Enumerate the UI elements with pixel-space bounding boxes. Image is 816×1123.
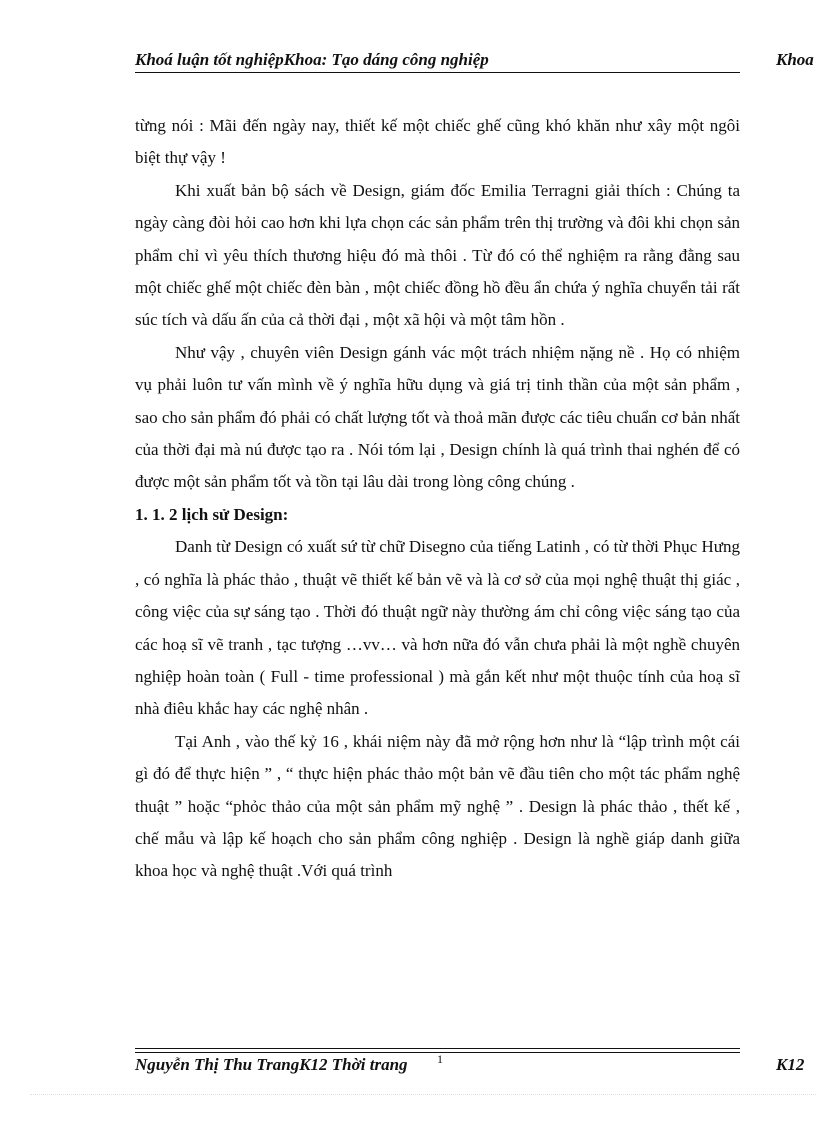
header-divider xyxy=(135,72,740,73)
page-bottom-dotted-line xyxy=(30,1094,816,1095)
paragraph-1: từng nói : Mãi đến ngày nay, thiết kế một chiếc ghế cũng khó khăn như xây một ngôi biệt thự vậy ! xyxy=(135,116,740,168)
paragraph-4: Danh từ Design có xuất sứ từ chữ Disegno của tiếng Latinh , có từ thời Phục Hưng , có nghĩa là phác thảo , thuật vẽ thiết kế bản vẽ và là cơ sở của mọi nghệ thuật thị giác , công việc của sự sáng tạo . Thời đó thuật ngữ này thường ám chỉ công việc sáng tạo của các hoạ sĩ vẽ tranh , tạc tượng …vv… và hơn nữa đó vẫn chưa phải là một nghề chuyên nghiệp hoàn toàn ( Full - time professional ) mà gắn kết như một thuộc tính của hoạ sĩ nhà điêu khắc hay các nghệ nhân . xyxy=(135,537,740,719)
page-number: 1 xyxy=(437,1052,443,1066)
paragraph-2: Khi xuất bản bộ sách về Design, giám đốc Emilia Terragni giải thích : Chúng ta ngày càng đòi hỏi cao hơn khi lựa chọn các sản phẩm trên thị trường và đôi khi chọn sản phẩm chỉ vì yêu thích thương hiệu đó mà thôi . Từ đó có thể nghiệm ra rằng đằng sau một chiếc ghế một chiếc đèn bàn , một chiếc đồng hồ đều ẩn chứa ý nghĩa chuyển tải rất súc tích và dấu ấn của cả thời đại , một xã hội và một tâm hồn . xyxy=(135,180,740,330)
paragraph-5: Tại Anh , vào thế kỷ 16 , khái niệm này đã mở rộng hơn như là “lập trình một cái gì đó để thực hiện ” , “ thực hiện phác thảo một bản vẽ đầu tiên cho một tác phẩm nghệ thuật ” hoặc “phỏc thảo của một sản phẩm mỹ nghệ ” . Design là phác thảo , thết kế , chế mẫu và lập kế hoạch cho sản phẩm công nghiệp . Design là nghề giáp danh giữa khoa học và nghệ thuật .Với quá trình xyxy=(135,731,740,881)
page-header-right: Khoa xyxy=(776,50,814,69)
footer-divider-top xyxy=(135,1048,740,1049)
paragraph-3: Như vậy , chuyên viên Design gánh vác một trách nhiệm nặng nề . Họ có nhiệm vụ phải luôn tư vấn mình về ý nghĩa hữu dụng và giá trị tinh thần của một sản phẩm , sao cho sản phẩm đó phải có chất lượng tốt và thoả mãn được các tiêu chuẩn cơ bản nhất của thời đại mà nú được tạo ra . Nói tóm lại , Design chính là quá trình thai nghén để có được một sản phẩm tốt và tồn tại lâu dài trong lòng công chúng . xyxy=(135,342,740,492)
document-body xyxy=(135,110,740,888)
section-heading: 1. 1. 2 lịch sử Design: xyxy=(135,504,289,524)
page-header-title: Khoá luận tốt nghiệpKhoa: Tạo dáng công nghiệp xyxy=(135,50,489,69)
page-footer-author: Nguyễn Thị Thu TrangK12 Thời trang xyxy=(135,1055,408,1074)
page-footer-right: K12 xyxy=(776,1055,805,1074)
